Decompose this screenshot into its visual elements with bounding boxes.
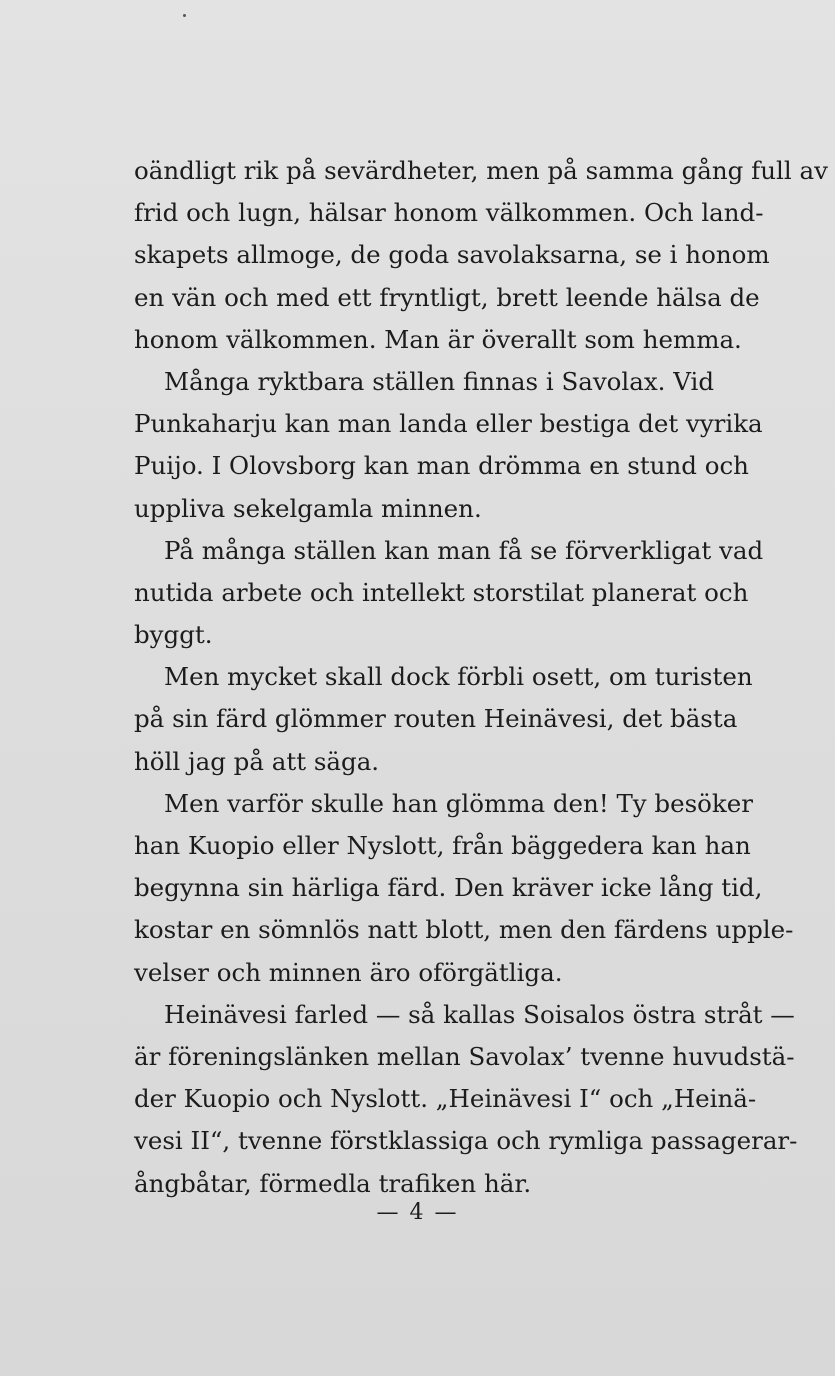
text-line: Punkaharju kan man landa eller bestiga det vyrika [134,409,763,439]
text-line: der Kuopio och Nyslott. „Heinävesi I“ och „Heinä- [134,1084,757,1114]
text-line: honom välkommen. Man är överallt som hemma. [134,324,742,354]
text-line: Men varför skulle han glömma den! Ty besöker [164,788,753,818]
text-line: ångbåtar, förmedla trafiken här. [134,1168,532,1198]
text-line: oändligt rik på sevärdheter, men på samma gång full av [134,156,828,185]
text-line: vesi II“, tvenne förstklassiga och rymliga passagerar- [134,1126,798,1156]
text-line: På många ställen kan man få se förverkligat vad [164,535,764,565]
text-line: är föreningslänken mellan Savolax’ tvenne huvudstä- [134,1041,795,1071]
text-line: Många ryktbara ställen finnas i Savolax. Vid [164,366,715,396]
text-line: nutida arbete och intellekt storstilat planerat och [134,577,749,607]
text-line: han Kuopio eller Nyslott, från bäggedera kan han [134,831,751,860]
text-line: Heinävesi farled — så kallas Soisalos östra stråt — [164,999,795,1029]
text-line: höll jag på att säga. [134,746,380,776]
body-text [134,150,828,1205]
text-line: på sin färd glömmer routen Heinävesi, det bästa [134,704,738,734]
text-line: velser och minnen äro oförgätliga. [134,957,563,987]
text-line: begynna sin härliga färd. Den kräver icke lång tid, [134,873,763,903]
text-line: skapets allmoge, de goda savolaksarna, se i honom [134,240,770,270]
text-line: byggt. [134,620,213,650]
text-line: uppliva sekelgamla minnen. [134,493,482,523]
text-line: Puijo. I Olovsborg kan man drömma en stund och [134,451,749,481]
page-number: — 4 — [376,1200,459,1225]
text-line: kostar en sömnlös natt blott, men den färdens upple- [134,915,794,945]
print-speck [183,14,186,17]
text-line: Men mycket skall dock förbli osett, om turisten [164,662,753,692]
text-line: en vän och med ett fryntligt, brett leende hälsa de [134,282,760,312]
text-line: frid och lugn, hälsar honom välkommen. Och land- [134,198,764,228]
